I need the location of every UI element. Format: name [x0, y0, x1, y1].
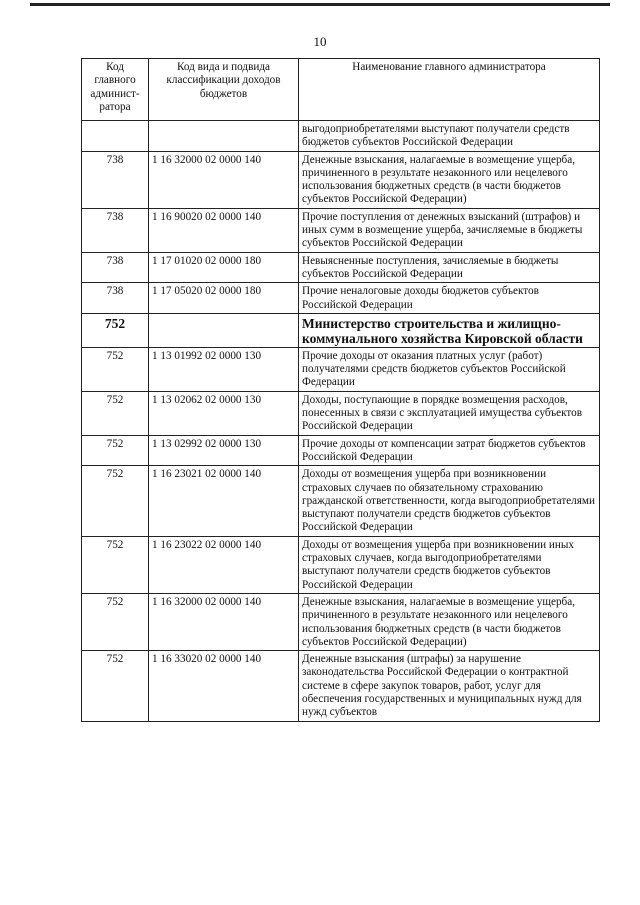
page-number: 10: [313, 34, 327, 49]
cell-admin-code: 752: [82, 313, 149, 347]
cell-kbk-code: [149, 121, 299, 152]
cell-admin-code: 752: [82, 435, 149, 466]
cell-kbk-code: 1 16 33020 02 0000 140: [149, 651, 299, 721]
table-row: [82, 651, 600, 721]
table-row: [82, 536, 600, 593]
cell-kbk-code: 1 16 90020 02 0000 140: [149, 208, 299, 252]
table-row: [82, 391, 600, 435]
cell-kbk-code: 1 13 01992 02 0000 130: [149, 347, 299, 391]
cell-admin-code: 738: [82, 283, 149, 314]
cell-admin-name: Прочие неналоговые доходы бюджетов субъектов Российской Федерации: [299, 283, 600, 314]
cell-admin-name: Доходы от возмещения ущерба при возникновении страховых случаев по обязательному страхованию гражданской ответственности, когда выгодоприобретателями выступают получатели средств бюджетов субъектов Российской Федерации: [299, 466, 600, 536]
cell-admin-name: Денежные взыскания (штрафы) за нарушение законодательства Российской Федерации о контрактной системе в сфере закупок товаров, работ, услуг для обеспечения государственных и муниципальных нужд для нужд субъектов: [299, 651, 600, 721]
cell-admin-code: 752: [82, 536, 149, 593]
cell-admin-code: [82, 121, 149, 152]
cell-admin-name: Невыясненные поступления, зачисляемые в бюджеты субъектов Российской Федерации: [299, 252, 600, 283]
cell-admin-name: Министерство строительства и жилищно-коммунального хозяйства Кировской области: [299, 313, 600, 347]
cell-admin-name: выгодоприобретателями выступают получатели средств бюджетов субъектов Российской Федерации: [299, 121, 600, 152]
table-row: [82, 347, 600, 391]
table-row: [82, 466, 600, 536]
header-admin-code: Код главного админист-ратора: [82, 59, 149, 121]
table-row: [82, 151, 600, 208]
cell-admin-code: 752: [82, 651, 149, 721]
table-row: [82, 121, 600, 152]
cell-admin-code: 752: [82, 347, 149, 391]
cell-kbk-code: 1 16 32000 02 0000 140: [149, 593, 299, 650]
cell-admin-code: 752: [82, 466, 149, 536]
cell-admin-name: Доходы от возмещения ущерба при возникновении иных страховых случаев, когда выгодоприобретателями выступают получатели средств бюджетов субъектов Российской Федерации: [299, 536, 600, 593]
table-row: [82, 313, 600, 347]
table-row: [82, 283, 600, 314]
cell-kbk-code: 1 17 05020 02 0000 180: [149, 283, 299, 314]
cell-admin-name: Денежные взыскания, налагаемые в возмещение ущерба, причиненного в результате незаконного или нецелевого использования бюджетных средств (в части бюджетов субъектов Российской Федерации): [299, 593, 600, 650]
cell-kbk-code: 1 16 32000 02 0000 140: [149, 151, 299, 208]
cell-admin-name: Денежные взыскания, налагаемые в возмещение ущерба, причиненного в результате незаконного или нецелевого использования бюджетных средств (в части бюджетов субъектов Российской Федерации): [299, 151, 600, 208]
table-row: [82, 208, 600, 252]
header-admin-name: Наименование главного администратора: [299, 59, 600, 121]
cell-admin-name: Прочие доходы от компенсации затрат бюджетов субъектов Российской Федерации: [299, 435, 600, 466]
table-row: [82, 252, 600, 283]
top-rule: [30, 3, 610, 6]
cell-admin-code: 738: [82, 208, 149, 252]
cell-admin-name: Доходы, поступающие в порядке возмещения расходов, понесенных в связи с эксплуатацией имущества субъектов Российской Федерации: [299, 391, 600, 435]
revenue-administrators-table: [81, 58, 600, 722]
cell-admin-code: 738: [82, 252, 149, 283]
cell-kbk-code: [149, 313, 299, 347]
header-kbk-code: Код вида и подвида классификации доходов бюджетов: [149, 59, 299, 121]
cell-admin-code: 738: [82, 151, 149, 208]
cell-kbk-code: 1 13 02992 02 0000 130: [149, 435, 299, 466]
cell-kbk-code: 1 16 23022 02 0000 140: [149, 536, 299, 593]
cell-admin-code: 752: [82, 391, 149, 435]
cell-admin-code: 752: [82, 593, 149, 650]
cell-kbk-code: 1 13 02062 02 0000 130: [149, 391, 299, 435]
table-row: [82, 593, 600, 650]
cell-kbk-code: 1 16 23021 02 0000 140: [149, 466, 299, 536]
cell-admin-name: Прочие доходы от оказания платных услуг (работ) получателями средств бюджетов субъектов Российской Федерации: [299, 347, 600, 391]
table-row: [82, 435, 600, 466]
cell-admin-name: Прочие поступления от денежных взысканий (штрафов) и иных сумм в возмещение ущерба, зачисляемые в бюджеты субъектов Российской Федерации: [299, 208, 600, 252]
cell-kbk-code: 1 17 01020 02 0000 180: [149, 252, 299, 283]
table-header-row: [82, 59, 600, 121]
